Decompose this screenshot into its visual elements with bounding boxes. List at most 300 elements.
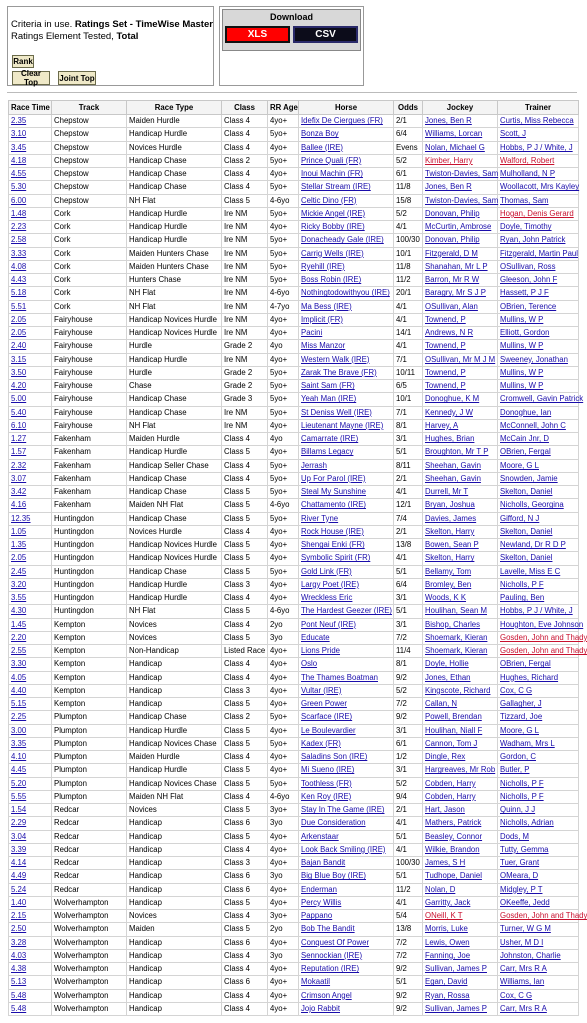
trainer-link[interactable]: Nicholls, Adrian (500, 818, 554, 828)
race-time-link[interactable]: 6.00 (11, 195, 27, 205)
jockey-link[interactable]: Bishop, Charles (425, 619, 481, 629)
horse-link[interactable]: Educate (301, 632, 330, 642)
horse-link[interactable]: Ricky Bobby (IRE) (301, 222, 365, 232)
trainer-link[interactable]: Mullins, W P (500, 341, 544, 351)
trainer-link[interactable]: Skelton, Daniel (500, 553, 553, 563)
race-time-link[interactable]: 2.40 (11, 341, 27, 351)
trainer-link[interactable]: Thomas, Sam (500, 195, 549, 205)
race-time-link[interactable]: 2.29 (11, 818, 27, 828)
trainer-link[interactable]: Wadham, Mrs L (500, 738, 555, 748)
trainer-link[interactable]: Moore, G L (500, 725, 539, 735)
trainer-link[interactable]: Williams, Ian (500, 977, 545, 987)
horse-link[interactable]: Largy Poet (IRE) (301, 579, 360, 589)
jockey-link[interactable]: Andrews, N R (425, 328, 474, 338)
trainer-link[interactable]: McCain Jnr, D (500, 434, 549, 444)
jockey-link[interactable]: Callan, N (425, 699, 458, 709)
jockey-link[interactable]: Bromley, Ben (425, 579, 472, 589)
race-time-link[interactable]: 2.58 (11, 235, 27, 245)
trainer-link[interactable]: Carr, Mrs R A (500, 1003, 547, 1013)
horse-link[interactable]: Green Power (301, 699, 347, 709)
trainer-link[interactable]: Pauling, Ben (500, 593, 545, 603)
horse-link[interactable]: Jojo Rabbit (301, 1003, 341, 1013)
race-time-link[interactable]: 2.05 (11, 314, 27, 324)
jockey-link[interactable]: Williams, Lorcan (425, 129, 483, 139)
race-time-link[interactable]: 2.32 (11, 460, 27, 470)
race-time-link[interactable]: 2.55 (11, 646, 27, 656)
horse-link[interactable]: Bob The Bandit (301, 924, 355, 934)
trainer-link[interactable]: Carr, Mrs R A (500, 964, 547, 974)
race-time-link[interactable]: 5.13 (11, 977, 27, 987)
race-time-link[interactable]: 1.05 (11, 526, 27, 536)
jockey-link[interactable]: Davies, James (425, 513, 477, 523)
jockey-link[interactable]: ONeill, K T (425, 911, 463, 921)
trainer-link[interactable]: OBrien, Fergal (500, 447, 551, 457)
jockey-link[interactable]: Hughes, Brian (425, 434, 475, 444)
cell-class (222, 910, 268, 923)
horse-link[interactable]: Enderman (301, 884, 337, 894)
horse-link[interactable]: Jerrash (301, 460, 327, 470)
trainer-link[interactable]: Cox, C G (500, 990, 533, 1000)
jockey-link[interactable]: OSullivan, Mr M J M (425, 354, 496, 364)
trainer-link[interactable]: Cromwell, Gavin Patrick (500, 394, 584, 404)
horse-link[interactable]: Crimson Angel (301, 990, 352, 1000)
jockey-link[interactable]: Garritty, Jack (425, 897, 471, 907)
trainer-link[interactable]: Butler, P (500, 765, 530, 775)
race-time-link[interactable]: 6.10 (11, 420, 27, 430)
race-time-link[interactable]: 2.50 (11, 924, 27, 934)
horse-link[interactable]: Lieutenant Mayne (IRE) (301, 420, 384, 430)
jockey-link[interactable]: Sullivan, James P (425, 964, 487, 974)
race-time-link[interactable]: 3.50 (11, 367, 27, 377)
horse-link[interactable]: Mi Sueno (IRE) (301, 765, 355, 775)
horse-link[interactable]: Rock House (IRE) (301, 526, 364, 536)
cell-race-type (127, 274, 222, 287)
race-time-link[interactable]: 3.04 (11, 831, 27, 841)
cell-jockey (423, 207, 498, 220)
race-time-link[interactable]: 3.35 (11, 738, 27, 748)
jockey-link[interactable]: Durrell, Mr T (425, 487, 469, 497)
jockey-link[interactable]: Bryan, Joshua (425, 500, 475, 510)
horse-link[interactable]: Scarface (IRE) (301, 712, 353, 722)
race-time-link[interactable]: 4.30 (11, 606, 27, 616)
trainer-link[interactable]: Hobbs, P J / White, J (500, 606, 573, 616)
jockey-link[interactable]: McCurtin, Ambrose (425, 222, 492, 232)
jockey-link[interactable]: Sheehan, Gavin (425, 473, 481, 483)
race-time-link[interactable]: 2.20 (11, 632, 27, 642)
jockey-link[interactable]: Kimber, Harry (425, 155, 473, 165)
horse-link[interactable]: Due Consideration (301, 818, 366, 828)
trainer-link[interactable]: Quinn, J J (500, 805, 536, 815)
horse-link[interactable]: Symbolic Spirit (FR) (301, 553, 371, 563)
jockey-link[interactable]: Fanning, Joe (425, 950, 471, 960)
jockey-link[interactable]: Twiston-Davies, Sam (425, 195, 499, 205)
horse-link[interactable]: River Tyne (301, 513, 339, 523)
horse-link[interactable]: Mickie Angel (IRE) (301, 208, 366, 218)
trainer-link[interactable]: Nicholls, P F (500, 778, 544, 788)
trainer-link[interactable]: McConnell, John C (500, 420, 566, 430)
horse-link[interactable]: Ma Bess (IRE) (301, 301, 352, 311)
trainer-link[interactable]: Walford, Robert (500, 155, 555, 165)
jockey-link[interactable]: Harvey, A (425, 420, 459, 430)
jockey-link[interactable]: Twiston-Davies, Sam (425, 169, 499, 179)
horse-link[interactable]: Pont Neuf (IRE) (301, 619, 357, 629)
trainer-link[interactable]: Nicholls, P F (500, 791, 544, 801)
table-row (9, 592, 579, 605)
criteria-panel (7, 6, 214, 86)
horse-link[interactable]: Kadex (FR) (301, 738, 341, 748)
trainer-link[interactable]: Tutty, Gemma (500, 844, 549, 854)
horse-link[interactable]: Implicit (FR) (301, 314, 344, 324)
horse-link[interactable]: Conquest Of Power (301, 937, 370, 947)
rank-button[interactable]: Rank (13, 57, 33, 66)
race-time-link[interactable]: 4.55 (11, 169, 27, 179)
horse-link[interactable]: Nothingtodowithyou (IRE) (301, 288, 390, 298)
jockey-link[interactable]: Barron, Mr R W (425, 275, 480, 285)
horse-link[interactable]: The Hardest Geezer (IRE) (301, 606, 392, 616)
horse-link[interactable]: Saladins Son (IRE) (301, 752, 368, 762)
trainer-link[interactable]: Elliott, Gordon (500, 328, 550, 338)
trainer-link[interactable]: Hogan, Denis Gerard (500, 208, 574, 218)
header-horse[interactable]: Horse (299, 101, 394, 115)
race-time-link[interactable]: 4.43 (11, 275, 27, 285)
trainer-link[interactable]: Gordon, C (500, 752, 536, 762)
horse-link[interactable]: Gold Link (FR) (301, 566, 352, 576)
trainer-link[interactable]: Snowden, Jamie (500, 473, 558, 483)
trainer-link[interactable]: Usher, M D I (500, 937, 544, 947)
jockey-link[interactable]: Donovan, Philip (425, 235, 480, 245)
horse-link[interactable]: Ballee (IRE) (301, 142, 344, 152)
race-time-link[interactable]: 3.33 (11, 248, 27, 258)
race-time-link[interactable]: 5.51 (11, 301, 27, 311)
jockey-link[interactable]: Tudhope, Daniel (425, 871, 482, 881)
jockey-link[interactable]: Egan, David (425, 977, 468, 987)
race-time-link[interactable]: 3.30 (11, 659, 27, 669)
race-time-link[interactable]: 4.08 (11, 261, 27, 271)
jockey-link[interactable]: Cobden, Harry (425, 778, 476, 788)
horse-link[interactable]: Chattamento (IRE) (301, 500, 366, 510)
trainer-link[interactable]: Hassett, P J F (500, 288, 549, 298)
trainer-link[interactable]: Turner, W G M (500, 924, 551, 934)
trainer-link[interactable]: Gleeson, John F (500, 275, 558, 285)
trainer-link[interactable]: OMeara, D (500, 871, 539, 881)
horse-link[interactable]: Wreckless Eric (301, 593, 353, 603)
jockey-link[interactable]: Lewis, Owen (425, 937, 470, 947)
race-time-link[interactable]: 1.45 (11, 619, 27, 629)
trainer-link[interactable]: Mulholland, N P (500, 169, 556, 179)
race-time-link[interactable]: 5.55 (11, 791, 27, 801)
race-time-link[interactable]: 2.15 (11, 911, 27, 921)
horse-link[interactable]: Pacini (301, 328, 323, 338)
race-time-link[interactable]: 5.48 (11, 1003, 27, 1013)
trainer-link[interactable]: Hobbs, P J / White, J (500, 142, 573, 152)
header-jockey[interactable]: Jockey (423, 101, 498, 115)
race-time-link[interactable]: 3.15 (11, 354, 27, 364)
header-rr-age[interactable]: RR Age (268, 101, 299, 115)
jockey-link[interactable]: Shoemark, Kieran (425, 646, 488, 656)
race-time-link[interactable]: 1.54 (11, 805, 27, 815)
trainer-link[interactable]: Moore, G L (500, 460, 539, 470)
trainer-link[interactable]: OKeeffe, Jedd (500, 897, 550, 907)
race-time-link[interactable]: 1.35 (11, 540, 27, 550)
jockey-link[interactable]: Shanahan, Mr L P (425, 261, 488, 271)
horse-link[interactable]: Shengai Enki (FR) (301, 540, 365, 550)
horse-link[interactable]: Look Back Smiling (IRE) (301, 844, 386, 854)
jockey-link[interactable]: Woods, K K (425, 593, 467, 603)
horse-link[interactable]: St Deniss Well (IRE) (301, 407, 372, 417)
xls-download-button[interactable]: XLS (225, 26, 290, 43)
race-time-link[interactable]: 3.07 (11, 473, 27, 483)
horse-link[interactable]: Vultar (IRE) (301, 685, 342, 695)
jockey-link[interactable]: Houlihan, Sean M (425, 606, 487, 616)
header-race-type[interactable]: Race Type (127, 101, 222, 115)
trainer-link[interactable]: Midgley, P T (500, 884, 543, 894)
trainer-link[interactable]: Doyle, Timothy (500, 222, 552, 232)
jockey-link[interactable]: Shoemark, Kieran (425, 632, 488, 642)
trainer-link[interactable]: Sweeney, Jonathan (500, 354, 568, 364)
race-time-link[interactable]: 2.45 (11, 566, 27, 576)
horse-link[interactable]: Toothless (FR) (301, 778, 352, 788)
horse-link[interactable]: Bajan Bandit (301, 858, 346, 868)
race-time-link[interactable]: 3.39 (11, 844, 27, 854)
race-time-link[interactable]: 4.38 (11, 964, 27, 974)
race-time-link[interactable]: 3.45 (11, 142, 27, 152)
horse-link[interactable]: Percy Willis (301, 897, 342, 907)
jockey-link[interactable]: Dingle, Rex (425, 752, 466, 762)
jockey-link[interactable]: Townend, P (425, 367, 466, 377)
jockey-link[interactable]: Jones, Ethan (425, 672, 471, 682)
trainer-link[interactable]: Ryan, John Patrick (500, 235, 566, 245)
cell-odds (394, 989, 423, 1002)
jockey-link[interactable]: Wilkie, Brandon (425, 844, 480, 854)
header-class[interactable]: Class (222, 101, 268, 115)
race-time-link[interactable]: 5.48 (11, 990, 27, 1000)
header-trainer[interactable]: Trainer (498, 101, 579, 115)
trainer-link[interactable]: Johnston, Charlie (500, 950, 561, 960)
race-time-link[interactable]: 3.20 (11, 579, 27, 589)
jockey-link[interactable]: Hart, Jason (425, 805, 465, 815)
jockey-link[interactable]: Jones, Ben R (425, 116, 472, 126)
jockey-link[interactable]: Baragry, Mr S J P (425, 288, 486, 298)
trainer-link[interactable]: Houghton, Eve Johnson (500, 619, 584, 629)
horse-link[interactable]: Zarak The Brave (FR) (301, 367, 377, 377)
trainer-link[interactable]: Skelton, Daniel (500, 487, 553, 497)
horse-link[interactable]: Camarrate (IRE) (301, 434, 359, 444)
horse-link[interactable]: Pappano (301, 911, 333, 921)
trainer-link[interactable]: Cox, C G (500, 685, 533, 695)
trainer-link[interactable]: Lavelle, Miss E C (500, 566, 561, 576)
trainer-link[interactable]: OBrien, Fergal (500, 659, 551, 669)
jockey-link[interactable]: Hargreaves, Mr Rob (425, 765, 496, 775)
trainer-link[interactable]: Donoghue, Ian (500, 407, 552, 417)
horse-link[interactable]: Stay In The Game (IRE) (301, 805, 385, 815)
race-time-link[interactable]: 2.35 (11, 116, 27, 126)
horse-link[interactable]: Boss Robin (IRE) (301, 275, 362, 285)
trainer-link[interactable]: Gallagher, J (500, 699, 542, 709)
race-time-link[interactable]: 1.57 (11, 447, 27, 457)
race-time-link[interactable]: 4.05 (11, 672, 27, 682)
trainer-link[interactable]: Woollacott, Mrs Kayley (500, 182, 580, 192)
jockey-link[interactable]: Sullivan, James P (425, 1003, 487, 1013)
jockey-link[interactable]: Nolan, D (425, 884, 456, 894)
trainer-link[interactable]: Curtis, Miss Rebecca (500, 116, 574, 126)
jockey-link[interactable]: Kennedy, J W (425, 407, 473, 417)
jockey-link[interactable]: Bowen, Sean P (425, 540, 479, 550)
joint-top-button[interactable]: Joint Top (58, 71, 96, 85)
jockey-link[interactable]: Jones, Ben R (425, 182, 472, 192)
horse-link[interactable]: Ryehill (IRE) (301, 261, 345, 271)
jockey-link[interactable]: Cobden, Harry (425, 791, 476, 801)
race-time-link[interactable]: 4.10 (11, 752, 27, 762)
horse-link[interactable]: Donacheady Gale (IRE) (301, 235, 384, 245)
horse-link[interactable]: Inoui Machin (FR) (301, 169, 363, 179)
horse-link[interactable]: The Thames Boatman (301, 672, 378, 682)
horse-link[interactable]: Western Walk (IRE) (301, 354, 370, 364)
race-time-link[interactable]: 3.55 (11, 593, 27, 603)
horse-link[interactable]: Up For Parol (IRE) (301, 473, 366, 483)
race-time-link[interactable]: 1.27 (11, 434, 27, 444)
cell-race-time (9, 737, 52, 750)
jockey-link[interactable]: Doyle, Hollie (425, 659, 469, 669)
race-time-link[interactable]: 4.40 (11, 685, 27, 695)
jockey-link[interactable]: Ryan, Rossa (425, 990, 470, 1000)
race-time-link[interactable]: 3.28 (11, 937, 27, 947)
clear-top-button[interactable]: Clear Top (12, 71, 50, 85)
trainer-link[interactable]: Tizzard, Joe (500, 712, 543, 722)
trainer-link[interactable]: Tuer, Grant (500, 858, 540, 868)
trainer-link[interactable]: Gosden, John and Thady (500, 646, 587, 656)
horse-link[interactable]: Lions Pride (301, 646, 341, 656)
race-time-link[interactable]: 12.35 (11, 513, 31, 523)
header-track[interactable]: Track (52, 101, 127, 115)
jockey-link[interactable]: Skelton, Harry (425, 553, 475, 563)
race-time-link[interactable]: 3.42 (11, 487, 27, 497)
cell-track (52, 857, 127, 870)
horse-link[interactable]: Billams Legacy (301, 447, 354, 457)
race-time-link[interactable]: 2.25 (11, 712, 27, 722)
horse-link[interactable]: Sennockian (IRE) (301, 950, 363, 960)
race-time-link[interactable]: 4.14 (11, 858, 27, 868)
race-time-link[interactable]: 5.40 (11, 407, 27, 417)
horse-link[interactable]: Big Blue Boy (IRE) (301, 871, 366, 881)
jockey-link[interactable]: OSullivan, Alan (425, 301, 478, 311)
race-time-link[interactable]: 4.03 (11, 950, 27, 960)
race-time-link[interactable]: 2.23 (11, 222, 27, 232)
horse-link[interactable]: Saint Sam (FR) (301, 381, 355, 391)
trainer-link[interactable]: Skelton, Daniel (500, 526, 553, 536)
race-time-link[interactable]: 3.00 (11, 725, 27, 735)
horse-link[interactable]: Idefix De Ciergues (FR) (301, 116, 383, 126)
jockey-link[interactable]: Skelton, Harry (425, 526, 475, 536)
horse-link[interactable]: Bonza Boy (301, 129, 339, 139)
trainer-link[interactable]: Nicholls, P F (500, 579, 544, 589)
csv-download-button[interactable]: CSV (293, 26, 358, 43)
trainer-link[interactable]: OSullivan, Ross (500, 261, 556, 271)
horse-link[interactable]: Carrig Wells (IRE) (301, 248, 364, 258)
horse-link[interactable]: Oslo (301, 659, 318, 669)
jockey-link[interactable]: Townend, P (425, 314, 466, 324)
cell-jockey (423, 181, 498, 194)
jockey-link[interactable]: Donovan, Philip (425, 208, 480, 218)
jockey-link[interactable]: Townend, P (425, 381, 466, 391)
trainer-link[interactable]: Gosden, John and Thady (500, 632, 587, 642)
race-time-link[interactable]: 5.18 (11, 288, 27, 298)
horse-link[interactable]: Steal My Sunshine (301, 487, 367, 497)
trainer-link[interactable]: Newland, Dr R D P (500, 540, 566, 550)
jockey-link[interactable]: Kingscote, Richard (425, 685, 491, 695)
horse-link[interactable]: Arkenstaar (301, 831, 339, 841)
trainer-link[interactable]: Mullins, W P (500, 381, 544, 391)
race-time-link[interactable]: 4.20 (11, 381, 27, 391)
horse-link[interactable]: Celtic Dino (FR) (301, 195, 357, 205)
trainer-link[interactable]: Dods, M (500, 831, 530, 841)
jockey-link[interactable]: Bellamy, Tom (425, 566, 472, 576)
header-race-time[interactable]: Race Time (9, 101, 52, 115)
jockey-link[interactable]: Townend, P (425, 341, 466, 351)
jockey-link[interactable]: Beasley, Connor (425, 831, 483, 841)
race-time-link[interactable]: 4.45 (11, 765, 27, 775)
horse-link[interactable]: Reputation (IRE) (301, 964, 360, 974)
race-time-link[interactable]: 4.16 (11, 500, 27, 510)
race-time-link[interactable]: 2.05 (11, 553, 27, 563)
trainer-link[interactable]: Mullins, W P (500, 314, 544, 324)
race-time-link[interactable]: 5.20 (11, 778, 27, 788)
jockey-link[interactable]: Sheehan, Gavin (425, 460, 481, 470)
trainer-link[interactable]: Hughes, Richard (500, 672, 559, 682)
jockey-link[interactable]: James, S H (425, 858, 466, 868)
cell-rr-age (268, 737, 299, 750)
jockey-link[interactable]: Cannon, Tom J (425, 738, 478, 748)
jockey-link[interactable]: Fitzgerald, D M (425, 248, 478, 258)
header-odds[interactable]: Odds (394, 101, 423, 115)
jockey-link[interactable]: Morris, Luke (425, 924, 468, 934)
race-time-link[interactable]: 5.15 (11, 699, 27, 709)
jockey-link[interactable]: Nolan, Michael G (425, 142, 485, 152)
trainer-link[interactable]: Nicholls, Georgina (500, 500, 564, 510)
jockey-link[interactable]: Mathers, Patrick (425, 818, 482, 828)
jockey-link[interactable]: Donoghue, K M (425, 394, 480, 404)
horse-link[interactable]: Miss Manzor (301, 341, 346, 351)
trainer-link[interactable]: Fitzgerald, Martin Paul (500, 248, 578, 258)
trainer-link[interactable]: Gifford, N J (500, 513, 540, 523)
race-time-link[interactable]: 1.48 (11, 208, 27, 218)
race-time-link[interactable]: 5.30 (11, 182, 27, 192)
jockey-link[interactable]: Broughton, Mr T P (425, 447, 489, 457)
race-time-link[interactable]: 5.24 (11, 884, 27, 894)
trainer-link[interactable]: Scott, J (500, 129, 526, 139)
trainer-link[interactable]: Mullins, W P (500, 367, 544, 377)
cell-class (222, 353, 268, 366)
trainer-link[interactable]: Gosden, John and Thady (500, 911, 587, 921)
race-time-link[interactable]: 1.40 (11, 897, 27, 907)
jockey-link[interactable]: Powell, Brendan (425, 712, 482, 722)
horse-link[interactable]: Le Boulevardier (301, 725, 356, 735)
race-time-link[interactable]: 5.00 (11, 394, 27, 404)
horse-link[interactable]: Stellar Stream (IRE) (301, 182, 371, 192)
trainer-link[interactable]: OBrien, Terence (500, 301, 557, 311)
race-time-link[interactable]: 4.18 (11, 155, 27, 165)
race-time-link[interactable]: 3.10 (11, 129, 27, 139)
horse-link[interactable]: Mokaatil (301, 977, 331, 987)
track-text: Fairyhouse (54, 328, 93, 338)
race-time-link[interactable]: 2.05 (11, 328, 27, 338)
horse-link[interactable]: Yeah Man (IRE) (301, 394, 357, 404)
horse-link[interactable]: Prince Quali (FR) (301, 155, 362, 165)
cell-track (52, 313, 127, 326)
race-time-link[interactable]: 4.49 (11, 871, 27, 881)
jockey-link[interactable]: Houlihan, Niall F (425, 725, 483, 735)
horse-link[interactable]: Ken Roy (IRE) (301, 791, 352, 801)
cell-trainer (498, 883, 579, 896)
